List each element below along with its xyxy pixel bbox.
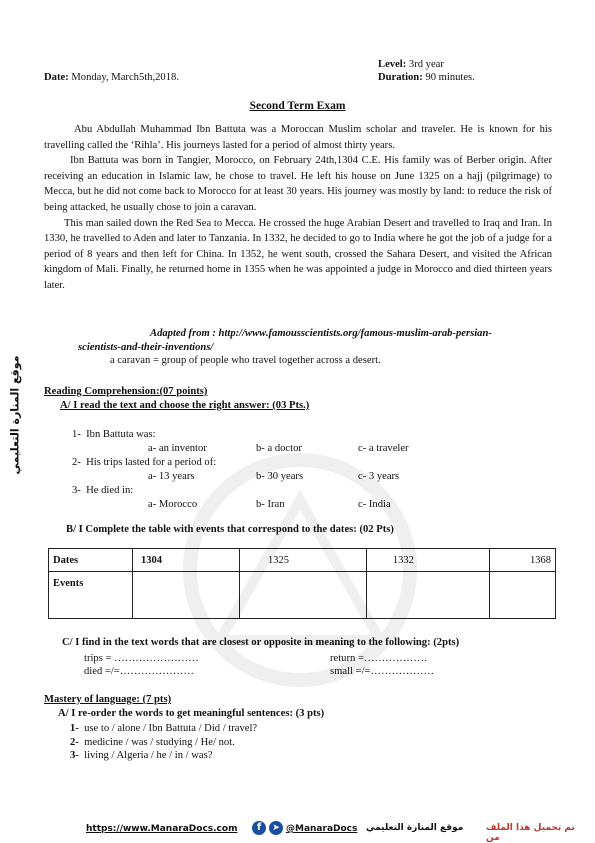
option-1a[interactable]: a- an inventor: [148, 443, 207, 454]
exam-meta: [378, 58, 475, 84]
reading-passage: [44, 122, 552, 294]
mastery-heading: Mastery of language: (7 pts): [44, 694, 172, 705]
footer-download-note: تم تحميل هذا الملف من: [486, 823, 575, 843]
facebook-icon[interactable]: f: [252, 821, 266, 835]
source-citation: [78, 327, 558, 355]
page-title: Second Term Exam: [249, 100, 346, 112]
passage-paragraph-1: Abu Abdullah Muhammad Ibn Battuta was a Moroccan Muslim scholar and traveler. He is known for his travelling called the ‘Rihla’. His journeys lasted for a period of almost thirty years.: [44, 124, 552, 151]
telegram-icon[interactable]: ➤: [269, 821, 283, 835]
duration-label: Duration:: [378, 72, 423, 83]
vocab-item-small[interactable]: small =/=………………: [330, 666, 435, 677]
mastery-part-a-heading: A/ I re-order the words to get meaningful sentences: (3 pts): [58, 708, 325, 719]
sidebar-site-name: موقع المنارة التعليمي: [8, 355, 22, 475]
option-1b[interactable]: b- a doctor: [256, 443, 302, 454]
option-3b[interactable]: b- Iran: [256, 499, 285, 510]
part-a-heading: A/ I read the text and choose the right answer: (03 Pts.): [60, 400, 310, 411]
option-2b[interactable]: b- 30 years: [256, 471, 304, 482]
exam-date: [44, 72, 179, 83]
date-value: Monday, March5th,2018.: [71, 72, 179, 83]
vocab-item-died[interactable]: died =/=…………………: [84, 666, 194, 677]
option-3c[interactable]: c- India: [358, 499, 391, 510]
option-2c[interactable]: c- 3 years: [358, 471, 400, 482]
footer-handle[interactable]: @ManaraDocs: [286, 824, 358, 834]
mcq-question-1: 1- Ibn Battuta was:: [72, 429, 156, 440]
mcq-question-2: 2- His trips lasted for a period of:: [72, 457, 217, 468]
part-b-heading: B/ I Complete the table with events that correspond to the dates: (02 Pts): [66, 524, 394, 535]
table-date-1325: 1325: [239, 549, 366, 572]
table-event-cell[interactable]: [490, 572, 556, 619]
date-label: Date:: [44, 72, 69, 83]
reorder-item-3: 3- living / Algeria / he / in / was?: [70, 750, 213, 761]
table-date-1332: 1332: [366, 549, 489, 572]
reorder-list: [70, 722, 257, 763]
source-line-1[interactable]: Adapted from : http://www.famousscientists.org/famous-muslim-arab-persian-: [150, 328, 492, 339]
duration-value: 90 minutes.: [425, 72, 475, 83]
level-value: 3rd year: [408, 59, 444, 70]
option-2a[interactable]: a- 13 years: [148, 471, 195, 482]
footer-url[interactable]: https://www.ManaraDocs.com: [86, 824, 238, 834]
vocab-item-return[interactable]: return =………………: [330, 653, 428, 664]
option-1c[interactable]: c- a traveler: [358, 443, 409, 454]
table-label-events: Events: [49, 572, 133, 619]
source-line-2[interactable]: scientists-and-their-inventions/: [78, 342, 214, 353]
option-3a[interactable]: a- Morocco: [148, 499, 198, 510]
table-date-1304: 1304: [133, 549, 240, 572]
vocab-item-trips[interactable]: trips = ……………………: [84, 653, 199, 664]
table-date-1368: 1368: [490, 549, 556, 572]
glossary-note: a caravan = group of people who travel together across a desert.: [110, 355, 381, 366]
background-watermark: [130, 440, 470, 703]
reorder-item-1: 1- use to / alone / Ibn Battuta / Did / travel?: [70, 723, 258, 734]
level-label: Level:: [378, 59, 407, 70]
mcq-question-3: 3- He died in:: [72, 485, 134, 496]
part-c-heading: C/ I find in the text words that are closest or opposite in meaning to the following: (2pts): [62, 637, 460, 648]
reading-heading: Reading Comprehension:(07 points): [44, 386, 208, 397]
passage-paragraph-2: Ibn Battuta was born in Tangier, Morocco, on February 24th,1304 C.E. His family was of Berber origin. After receiving an education in Islamic law, he chose to travel. He left his house on June 1325 on a hajj (pilgrimage) to Mecca, but he did not come back to Morocco for at least 30 years. His journey was mostly by land: to reduce the risk of being attacked, he usually chose to join a caravan.: [44, 155, 552, 213]
footer-bar: [86, 822, 586, 842]
passage-paragraph-3: This man sailed down the Red Sea to Mecca. He crossed the huge Arabian Desert and travelled to Iraq and Iran. In 1330, he travelled to Aden and later to Tanzania. In 1332, he decided to go to India where he got the job of a judge for a period of 8 years and then left for China. In 1352, he went south, crossed the Sahara Desert, and visited the African kingdom of Mali. Finally, he returned home in 1355 when he was appointed a judge in Morocco and died thirteen years later.: [44, 217, 552, 291]
footer-site-name: موقع المنارة التعليمي: [366, 823, 464, 833]
reorder-item-2: 2- medicine / was / studying / He/ not.: [70, 736, 235, 748]
table-label-dates: Dates: [49, 549, 133, 572]
